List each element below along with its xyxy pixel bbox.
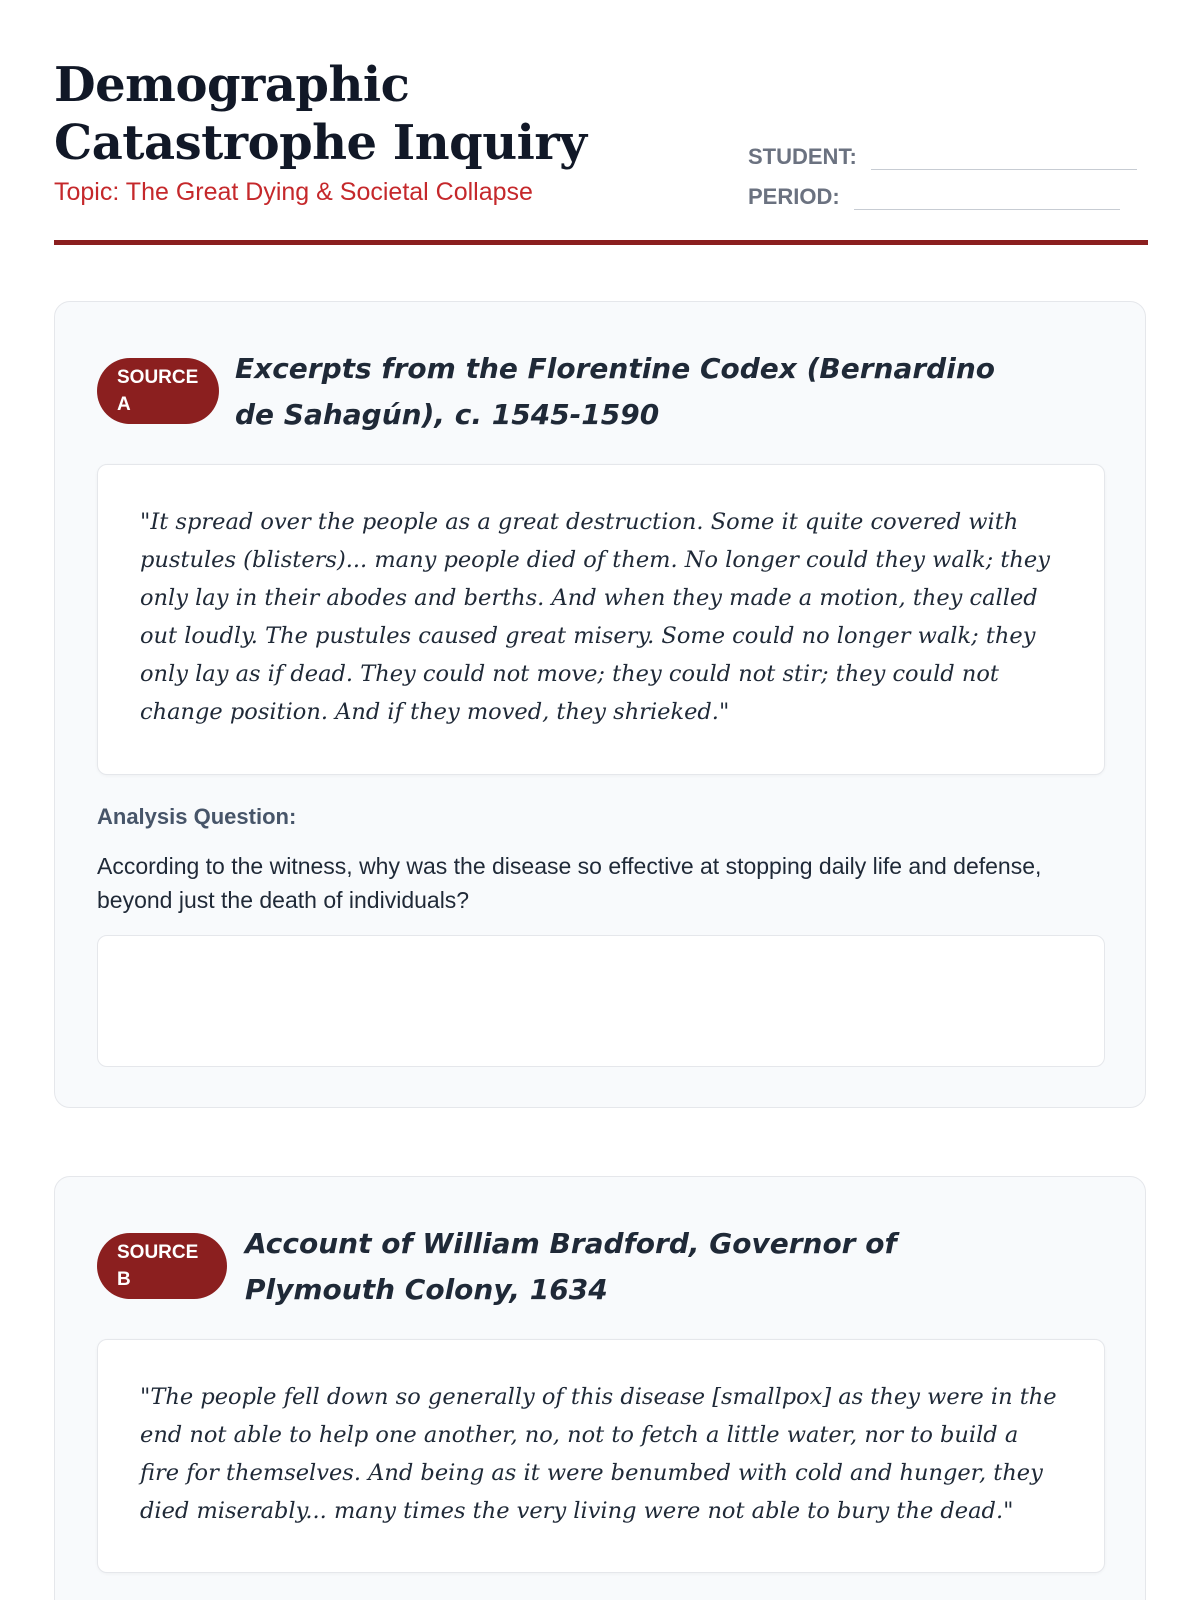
period-label: PERIOD: xyxy=(748,184,840,209)
student-field xyxy=(748,144,1137,170)
source-b-card xyxy=(54,1176,1146,1600)
source-a-header xyxy=(97,346,1015,438)
worksheet-header xyxy=(54,56,1148,246)
period-field xyxy=(748,184,1120,210)
source-a-quote: "It spread over the people as a great destruction. Some it quite covered with pustules (blisters)... many people died of them. No longer could they walk; they only lay in their abodes and berths. And when they made a motion, they called out loudly. The pustules caused great misery. Some could no longer walk; they only lay as if dead. They could not move; they could not stir; they could not change position. And if they moved, they shrieked." xyxy=(140,509,1050,725)
topic-subtitle: Topic: The Great Dying & Societal Collapse xyxy=(54,178,533,206)
source-a-quote-box xyxy=(97,464,1105,775)
period-blank[interactable] xyxy=(854,187,1120,210)
source-b-quote: "The people fell down so generally of this disease [smallpox] as they were in the end not able to help one another, no, not to fetch a little water, nor to build a fire for themselves. And being as it were benumbed with cold and hunger, they died miserably... many times the very living were not able to bury the dead." xyxy=(140,1384,1057,1524)
source-a-badge-letter: A xyxy=(117,394,131,415)
source-b-title: Account of William Bradford, Governor of Plymouth Colony, 1634 xyxy=(245,1227,897,1306)
worksheet-title: Demographic Catastrophe Inquiry xyxy=(54,57,587,171)
student-label: STUDENT: xyxy=(748,144,857,169)
source-b-header xyxy=(97,1221,1015,1313)
source-a-card xyxy=(54,301,1146,1108)
source-a-title: Excerpts from the Florentine Codex (Bernardino de Sahagún), c. 1545-1590 xyxy=(235,352,995,431)
source-b-badge-letter: B xyxy=(117,1269,131,1290)
analysis-answer-box[interactable] xyxy=(97,935,1105,1067)
student-name-blank[interactable] xyxy=(871,147,1137,170)
source-b-badge-label: SOURCE xyxy=(117,1242,199,1263)
analysis-question-text: According to the witness, why was the disease so effective at stopping daily life and defense, beyond just the death of individuals? xyxy=(97,853,1042,913)
analysis-question-label: Analysis Question: xyxy=(97,804,297,829)
source-a-badge-label: SOURCE xyxy=(117,367,199,388)
source-b-quote-box xyxy=(97,1339,1105,1573)
source-a-badge xyxy=(97,358,219,424)
source-b-badge xyxy=(97,1233,227,1299)
header-divider xyxy=(54,240,1148,245)
